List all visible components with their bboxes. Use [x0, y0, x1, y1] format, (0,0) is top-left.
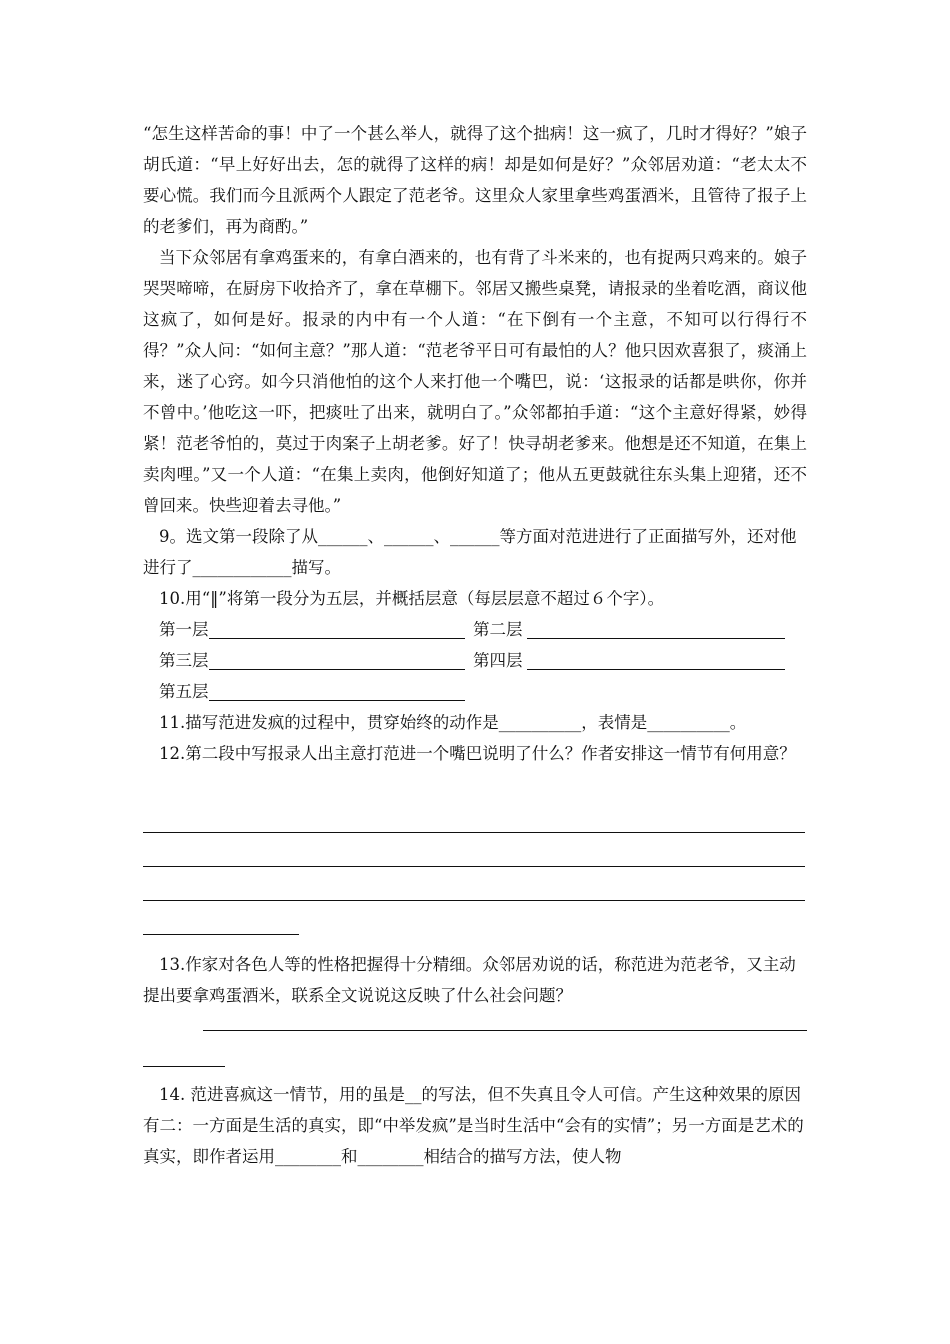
- layer-5-blank[interactable]: [209, 680, 465, 701]
- question-9: 9。选文第一段除了从______、______、______等方面对范进进行了正面描写外，还对他进行了____________描写。: [143, 527, 797, 577]
- document-page: [143, 118, 807, 1172]
- question-14: 14. 范进喜疯这一情节，用的虽是__的写法，但不失真且令人可信。产生这种效果的原因有二：一方面是生活的真实，即“中举发疯”是当时生活中“会有的实情”；另一方面是艺术的真实，即作者运用________和________相结合的描写方法，使人物: [143, 1085, 804, 1166]
- layer-2-blank[interactable]: [527, 618, 785, 639]
- layer-row-1: [143, 614, 807, 645]
- question-12: 12.第二段中写报录人出主意打范进一个嘴巴说明了什么？作者安排这一情节有何用意？: [159, 744, 796, 763]
- layer-1-blank[interactable]: [209, 618, 465, 639]
- layer-4-blank[interactable]: [527, 649, 785, 670]
- layer-2-label: 第二层: [473, 620, 523, 639]
- passage-paragraph-1: “怎生这样苦命的事！中了一个甚么举人，就得了这个拙病！这一疯了，几时才得好？”娘子胡氏道：“早上好好出去，怎的就得了这样的病！却是如何是好？”众邻居劝道：“老太太不要心慌。我们而今且派两个人跟定了范老爷。这里众人家里拿些鸡蛋酒米，且管待了报子上的老爹们，再为商酌。”: [143, 124, 807, 236]
- layer-1-label: 第一层: [159, 620, 209, 639]
- layer-row-3: [143, 676, 807, 707]
- question-13: 13.作家对各色人等的性格把握得十分精细。众邻居劝说的话，称范进为范老爷，又主动提出要拿鸡蛋酒米，联系全文说说这反映了什么社会问题？: [143, 955, 796, 1005]
- passage-paragraph-2: 当下众邻居有拿鸡蛋来的，有拿白酒来的，也有背了斗米来的，也有捉两只鸡来的。娘子哭哭啼啼，在厨房下收拾齐了，拿在草棚下。邻居又搬些桌凳，请报录的坐着吃酒，商议他这疯了，如何是好。报录的内中有一个人道：“在下倒有一个主意，不知可以行得行不得？”众人问：“如何主意？”那人道：“范老爷平日可有最怕的人？他只因欢喜狠了，痰涌上来，迷了心窍。如今只消他怕的这个人来打他一个嘴巴，说：‘这报录的话都是哄你，你并不曾中。’他吃这一吓，把痰吐了出来，就明白了。”众邻都拍手道：“这个主意好得紧，妙得紧！范老爷怕的，莫过于肉案子上胡老爹。好了！快寻胡老爹来。他想是还不知道，在集上卖肉哩。”又一个人道：“在集上卖肉，他倒好知道了；他从五更鼓就往东头集上迎猪，还不曾回来。快些迎着去寻他。”: [143, 248, 807, 515]
- layer-row-2: [143, 645, 807, 676]
- layer-4-label: 第四层: [473, 651, 523, 670]
- layer-3-label: 第三层: [159, 651, 209, 670]
- question-11: 11.描写范进发疯的过程中，贯穿始终的动作是__________，表情是__________。: [159, 713, 747, 732]
- layer-3-blank[interactable]: [209, 649, 465, 670]
- question-10: 10.用“‖”将第一段分为五层，并概括层意（每层层意不超过６个字）。: [159, 589, 665, 608]
- layer-5-label: 第五层: [159, 682, 209, 701]
